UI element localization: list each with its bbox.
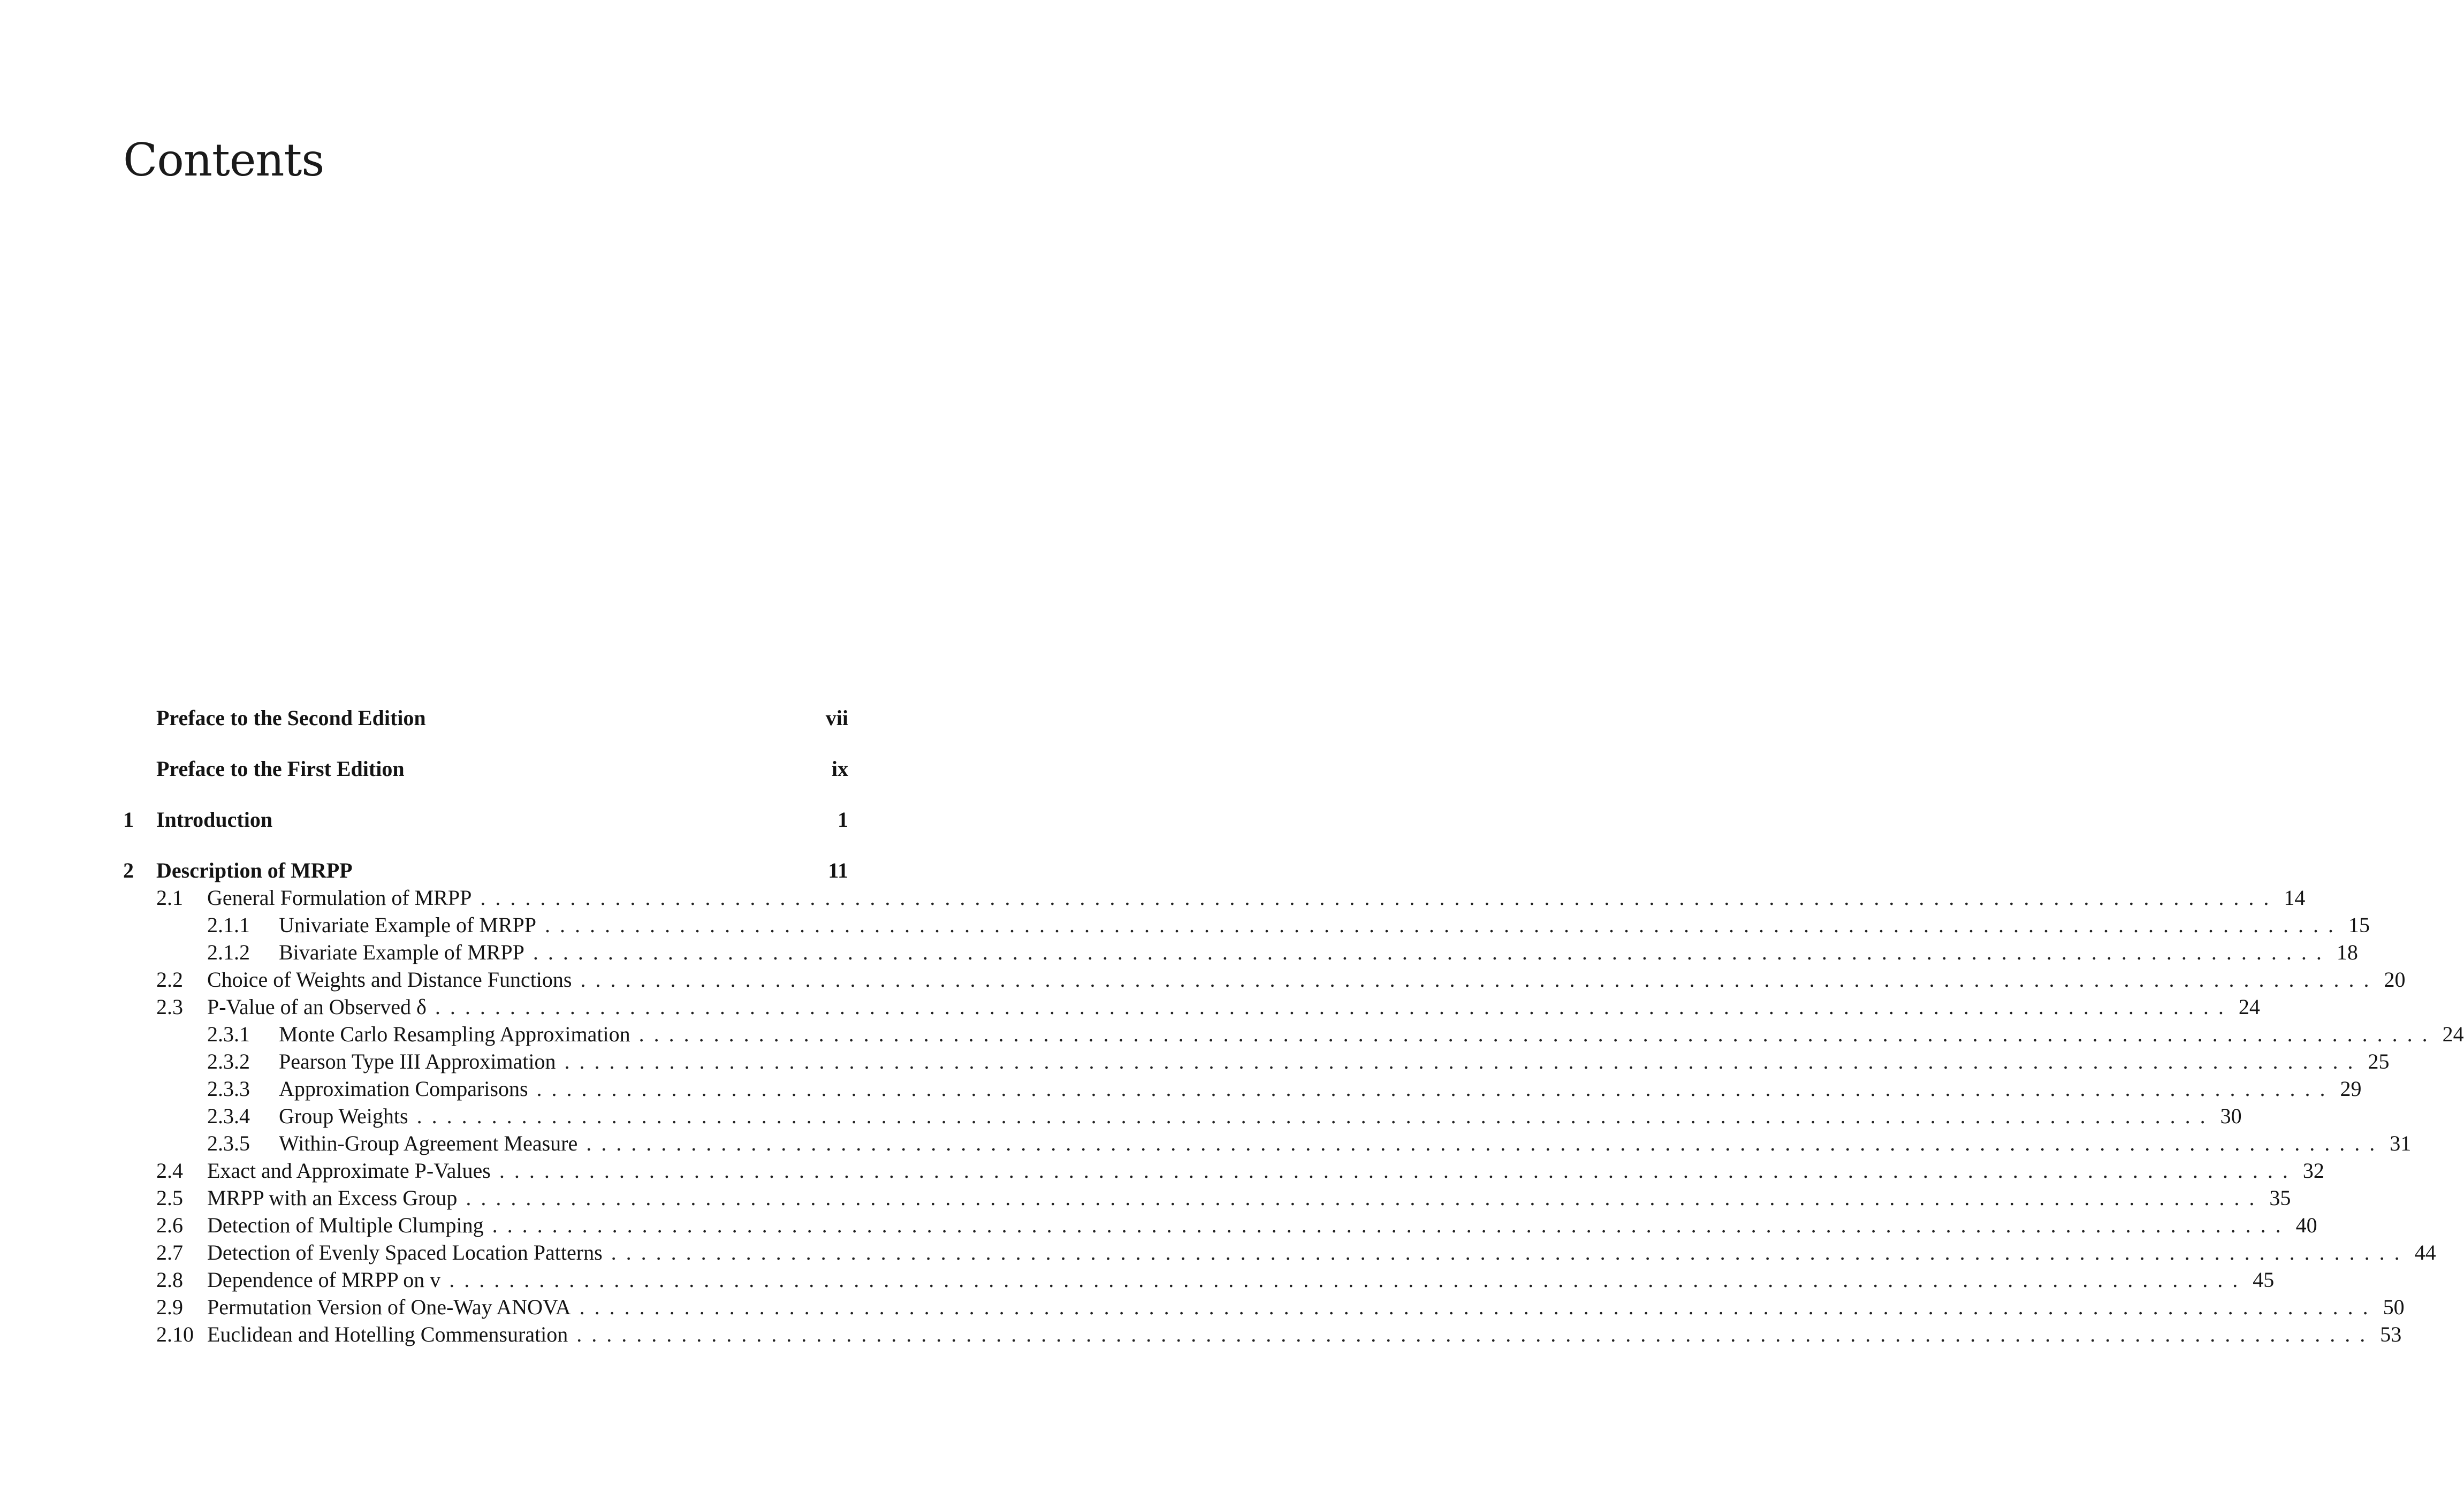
entry-number: 2.8 [156, 1268, 183, 1292]
entry-number: 1 [123, 807, 134, 832]
toc-entry [123, 1103, 2242, 1131]
dot-leader: ........................................................................................................................ [492, 1213, 2291, 1237]
entry-title: Dependence of MRPP on v [207, 1268, 441, 1292]
toc-entry [123, 1240, 2436, 1267]
toc-entry [123, 940, 2358, 967]
dot-leader: ........................................................................................................................ [480, 886, 2279, 910]
toc-entry [123, 1322, 2402, 1349]
toc-entry [123, 1213, 2317, 1240]
dot-leader: ........................................................................................................................ [586, 1131, 2385, 1155]
entry-title: Detection of Evenly Spaced Location Patterns [207, 1240, 603, 1264]
entry-page: 30 [2220, 1104, 2242, 1128]
dot-leader: ........................................................................................................................ [545, 913, 2344, 937]
toc-entry [123, 1185, 2291, 1213]
entry-title: Permutation Version of One-Way ANOVA [207, 1295, 571, 1319]
entry-page: 53 [2380, 1322, 2402, 1346]
entry-page: 45 [2253, 1268, 2275, 1292]
entry-title: Monte Carlo Resampling Approximation [279, 1022, 630, 1046]
dot-leader: ........................................................................................................................ [466, 1186, 2264, 1210]
entry-page: 29 [2340, 1077, 2362, 1101]
entry-page: 24 [2238, 995, 2260, 1019]
entry-number: 2.10 [156, 1322, 194, 1346]
entry-page: 15 [2348, 913, 2370, 937]
toc-entry-preface-first [123, 756, 848, 783]
toc-entry [123, 1049, 2390, 1076]
entry-title: Group Weights [279, 1104, 408, 1128]
toc-entry-chapter-1 [123, 807, 848, 834]
toc-entry [123, 1267, 2275, 1294]
entry-title: Preface to the Second Edition [156, 706, 426, 730]
toc-entry [123, 885, 2306, 912]
entry-number: 2.1.2 [207, 940, 250, 964]
toc-entry [123, 1131, 2412, 1158]
entry-number: 2.3.5 [207, 1131, 250, 1155]
dot-leader: ........................................................................................................................ [416, 1104, 2215, 1128]
entry-page: 50 [2383, 1295, 2405, 1319]
entry-page: vii [825, 706, 848, 730]
entry-title: Description of MRPP [156, 858, 353, 882]
toc-entry-chapter-2 [123, 858, 848, 885]
entry-page: 18 [2336, 940, 2358, 964]
entry-title: Approximation Comparisons [279, 1077, 528, 1101]
entry-title: Within-Group Agreement Measure [279, 1131, 578, 1155]
entry-number: 2.3 [156, 995, 183, 1019]
entry-title: Exact and Approximate P-Values [207, 1159, 491, 1183]
entry-number: 2.3.4 [207, 1104, 250, 1128]
toc-entry [123, 1294, 2405, 1322]
entry-title: General Formulation of MRPP [207, 886, 472, 910]
toc-entry [123, 1076, 2362, 1103]
toc-entry [123, 912, 2370, 940]
dot-leader: ........................................................................................................................ [638, 1022, 2437, 1046]
dot-leader: ........................................................................................................................ [499, 1159, 2298, 1183]
entry-number: 2.1.1 [207, 913, 250, 937]
entry-page: 14 [2284, 886, 2306, 910]
entry-title: Euclidean and Hotelling Commensuration [207, 1322, 568, 1346]
toc-entry [123, 1158, 2324, 1185]
entry-page: 35 [2269, 1186, 2291, 1210]
entry-page: 31 [2390, 1131, 2412, 1155]
entry-number: 2.2 [156, 967, 183, 992]
entry-page: 32 [2302, 1159, 2324, 1183]
toc-entries-chapter-2 [123, 885, 2464, 1349]
dot-leader: ........................................................................................................................ [579, 1295, 2378, 1319]
entry-page: 25 [2368, 1049, 2390, 1073]
entry-number: 2.3.2 [207, 1049, 250, 1073]
entry-page: 24 [2442, 1022, 2464, 1046]
dot-leader: ........................................................................................................................ [449, 1268, 2248, 1292]
entry-title: MRPP with an Excess Group [207, 1186, 458, 1210]
entry-title: Pearson Type III Approximation [279, 1049, 556, 1073]
toc-entry [123, 1022, 2464, 1049]
entry-number: 2.9 [156, 1295, 183, 1319]
dot-leader: ........................................................................................................................ [564, 1049, 2363, 1073]
dot-leader: ........................................................................................................................ [611, 1240, 2409, 1264]
entry-title: Univariate Example of MRPP [279, 913, 537, 937]
entry-page: ix [831, 757, 848, 781]
entry-page: 20 [2384, 967, 2406, 992]
entry-number: 2.6 [156, 1213, 183, 1237]
dot-leader: ........................................................................................................................ [580, 967, 2379, 992]
entry-title: Bivariate Example of MRPP [279, 940, 524, 964]
entry-page: 1 [838, 807, 848, 832]
dot-leader: ........................................................................................................................ [536, 1077, 2335, 1101]
toc-entry [123, 967, 2406, 994]
dot-leader: ........................................................................................................................ [576, 1322, 2375, 1346]
entry-title: Preface to the First Edition [156, 757, 405, 781]
entry-number: 2.4 [156, 1159, 183, 1183]
entry-title: Choice of Weights and Distance Functions [207, 967, 572, 992]
entry-page: 11 [828, 858, 848, 882]
entry-page: 44 [2414, 1240, 2436, 1264]
entry-number: 2 [123, 858, 134, 882]
entry-number: 2.1 [156, 886, 183, 910]
entry-number: 2.3.3 [207, 1077, 250, 1101]
toc-entry-preface-second [123, 705, 848, 733]
table-of-contents [123, 705, 2464, 1349]
entry-number: 2.5 [156, 1186, 183, 1210]
page-title: Contents [123, 134, 324, 186]
toc-entry [123, 994, 2260, 1022]
entry-number: 2.7 [156, 1240, 183, 1264]
entry-title: Detection of Multiple Clumping [207, 1213, 484, 1237]
dot-leader: ........................................................................................................................ [533, 940, 2331, 964]
entry-page: 40 [2295, 1213, 2317, 1237]
entry-title: P-Value of an Observed δ [207, 995, 427, 1019]
entry-title: Introduction [156, 807, 273, 832]
dot-leader: ........................................................................................................................ [435, 995, 2233, 1019]
entry-number: 2.3.1 [207, 1022, 250, 1046]
